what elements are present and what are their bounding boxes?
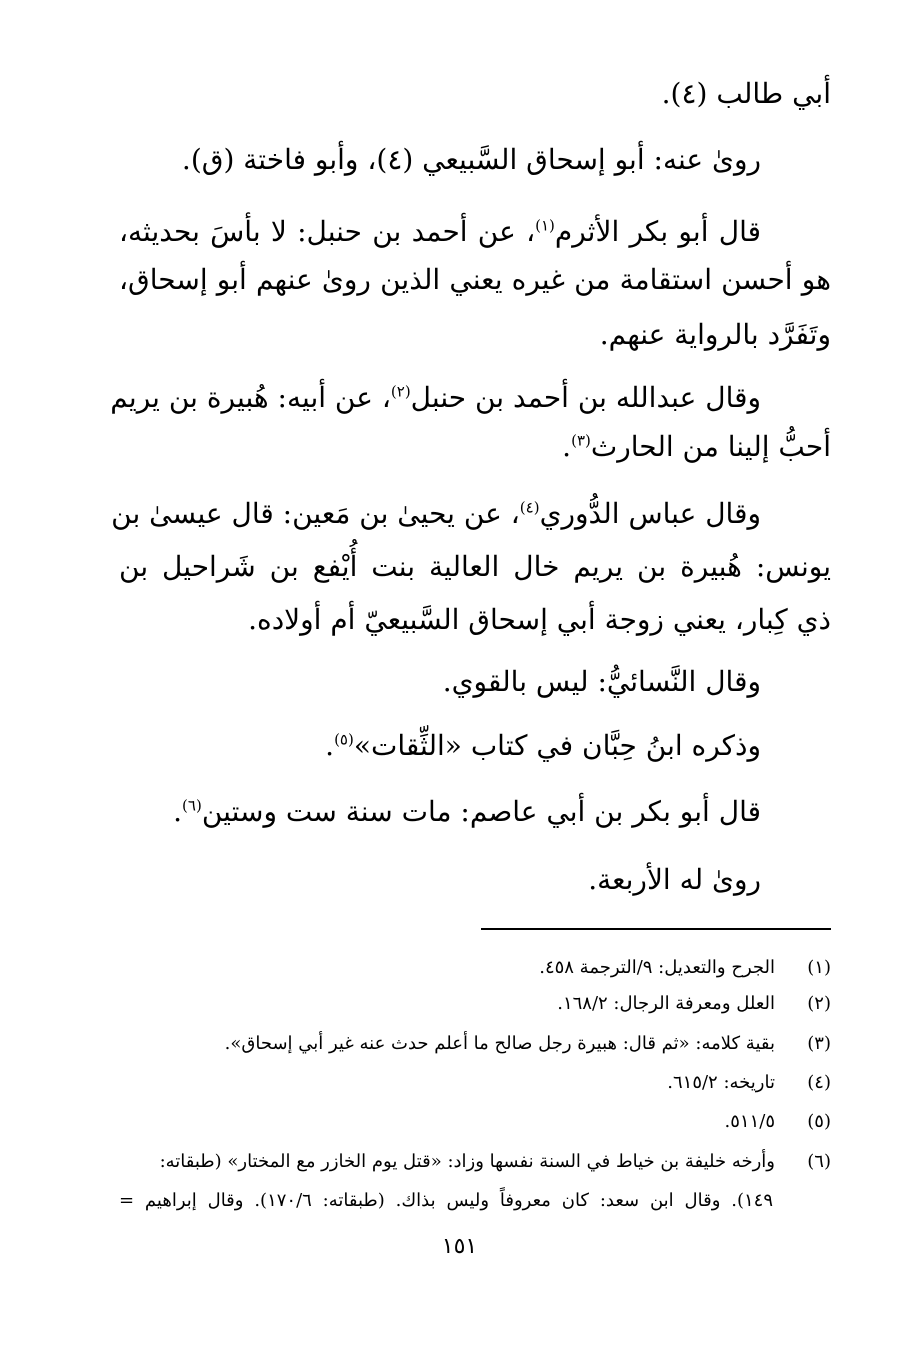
text-span: . xyxy=(562,430,572,463)
text-span: قال أبو بكر بن أبي عاصم: مات سنة ست وستين xyxy=(201,795,761,828)
text-span: أحبُّ إلينا من الحارث xyxy=(590,430,831,463)
footnote-item xyxy=(119,1069,831,1097)
footnote-number: (١) xyxy=(807,957,831,978)
text-line xyxy=(119,860,761,900)
text-span: وقال عباس الدُّوري xyxy=(539,497,761,530)
footnote-text: وأرخه خليفة بن خياط في السنة نفسها وزاد: «قتل يوم الخازر مع المختار» (طبقاته: xyxy=(159,1151,775,1172)
text-span: ، عن أبيه: هُبيرة بن يريم xyxy=(110,381,391,414)
footnote-marker: (٦) xyxy=(182,796,202,815)
footnote-number: (٦) xyxy=(807,1151,831,1172)
text-line xyxy=(119,427,831,467)
footnote-text: بقية كلامه: «ثم قال: هبيرة رجل صالح ما أعلم حدث عنه غير أبي إسحاق». xyxy=(224,1033,775,1054)
footnote-number: (٥) xyxy=(807,1111,831,1132)
footnote-text: العلل ومعرفة الرجال: ١٦٨/٢. xyxy=(557,993,775,1014)
footnote-item xyxy=(119,990,831,1018)
page-number: ١٥١ xyxy=(441,1234,478,1259)
text-span: وقال عبدالله بن أحمد بن حنبل xyxy=(410,381,761,414)
text-span: روىٰ عنه: أبو إسحاق السَّبيعي (٤)، وأبو فاختة (ق). xyxy=(181,143,761,176)
text-span: ، عن أحمد بن حنبل: لا بأسَ بحديثه، xyxy=(119,215,536,248)
footnote-marker: (٢) xyxy=(390,382,411,401)
text-span: هو أحسن استقامة من غيره يعني الذين روىٰ عنهم أبو إسحاق، xyxy=(119,263,831,296)
text-line xyxy=(119,140,761,180)
footnote-text: الجرح والتعديل: ٩/الترجمة ٤٥٨. xyxy=(539,957,775,978)
text-line xyxy=(110,378,761,418)
footnote-item xyxy=(119,954,831,982)
text-line xyxy=(119,792,761,832)
text-span: يونس: هُبيرة بن يريم خال العالية بنت أُيْفع بن شَراحيل بن xyxy=(119,550,831,583)
footnote-text: ٥١١/٥. xyxy=(724,1111,775,1132)
text-line xyxy=(119,600,831,640)
footnote-continuation: ١٤٩). وقال ابن سعد: كان معروفاً وليس بذاك. (طبقاته: ١٧٠/٦). وقال إبراهيم = xyxy=(119,1190,773,1211)
text-line xyxy=(119,260,831,300)
footnote-number: (٣) xyxy=(807,1033,831,1054)
footnote-text: تاريخه: ٦١٥/٢. xyxy=(667,1072,775,1093)
footnote-marker: (١) xyxy=(535,216,555,235)
text-line xyxy=(119,662,761,702)
text-span: . xyxy=(173,795,183,828)
text-span: وذكره ابنُ حِبَّان في كتاب «الثِّقات» xyxy=(353,729,761,762)
text-span: وقال النَّسائيُّ: ليس بالقوي. xyxy=(442,665,761,698)
text-span: وتَفَرَّد بالرواية عنهم. xyxy=(599,318,831,351)
text-span: أبي طالب (٤). xyxy=(661,77,831,110)
footnote-item xyxy=(119,1108,831,1136)
text-line xyxy=(119,315,831,355)
text-span: قال أبو بكر الأثرم xyxy=(554,215,761,248)
footnote-separator xyxy=(481,928,831,930)
footnote-marker: (٥) xyxy=(334,730,354,749)
text-span: ذي كِبار، يعني زوجة أبي إسحاق السَّبيعيّ أم أولاده. xyxy=(248,603,831,636)
text-line xyxy=(119,547,831,587)
footnote-marker: (٣) xyxy=(571,431,591,450)
text-span: روىٰ له الأربعة. xyxy=(588,863,761,896)
text-line xyxy=(119,726,761,766)
text-line xyxy=(119,74,831,114)
footnote-item xyxy=(119,1148,831,1176)
text-line xyxy=(119,212,761,252)
footnote-number: (٢) xyxy=(807,993,831,1014)
text-span: . xyxy=(325,729,335,762)
text-span: ، عن يحيىٰ بن مَعين: قال عيسىٰ بن xyxy=(111,497,520,530)
footnote-item xyxy=(119,1030,831,1058)
text-line xyxy=(111,494,761,534)
footnote-number: (٤) xyxy=(807,1072,831,1093)
footnote-marker: (٤) xyxy=(519,498,540,517)
